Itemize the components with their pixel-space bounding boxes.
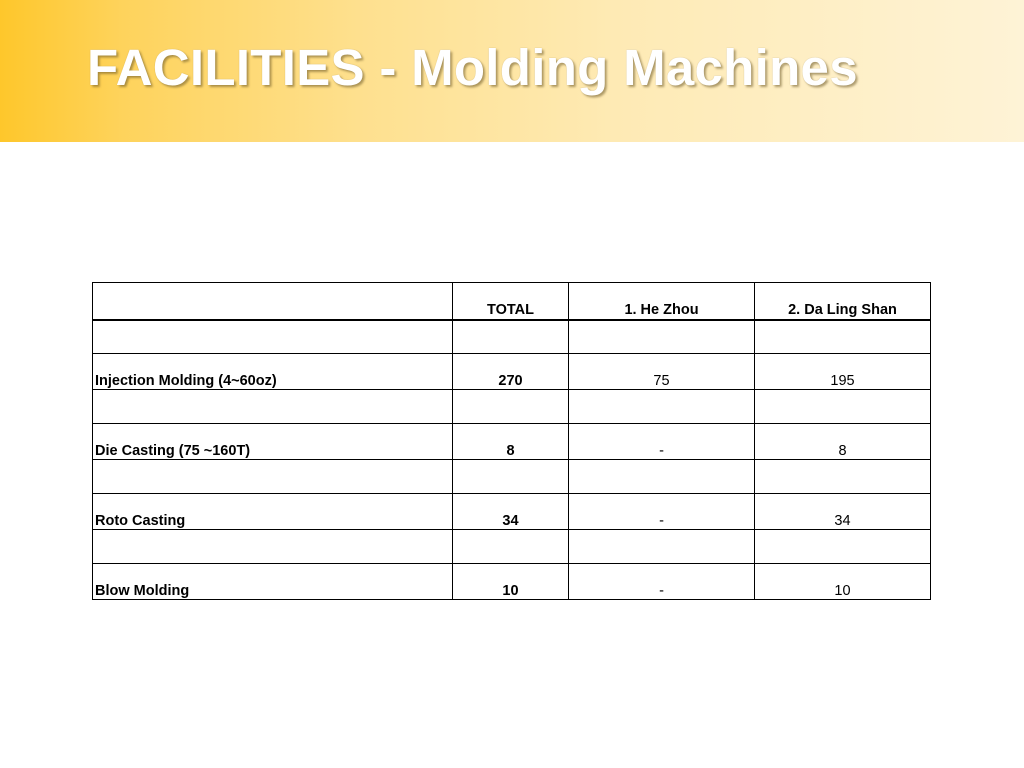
empty-cell (93, 320, 453, 354)
empty-cell (453, 460, 569, 494)
empty-cell (755, 320, 931, 354)
row-total: 10 (453, 564, 569, 600)
table-row (93, 354, 931, 390)
table-row (93, 494, 931, 530)
empty-cell (93, 390, 453, 424)
slide-title: FACILITIES - Molding Machines (87, 39, 858, 96)
row-da-ling-shan: 34 (755, 494, 931, 530)
row-total: 8 (453, 424, 569, 460)
row-label: Roto Casting (93, 494, 453, 530)
empty-cell (93, 530, 453, 564)
table-spacer-row (93, 530, 931, 564)
empty-cell (755, 460, 931, 494)
row-total: 34 (453, 494, 569, 530)
row-he-zhou: - (569, 564, 755, 600)
table-header-row (93, 283, 931, 320)
empty-cell (93, 460, 453, 494)
row-he-zhou: - (569, 494, 755, 530)
header-cell-da-ling-shan: 2. Da Ling Shan (755, 283, 931, 320)
row-label: Die Casting (75 ~160T) (93, 424, 453, 460)
header-cell-label (93, 283, 453, 320)
empty-cell (569, 390, 755, 424)
row-he-zhou: 75 (569, 354, 755, 390)
row-total: 270 (453, 354, 569, 390)
empty-cell (453, 390, 569, 424)
empty-cell (569, 460, 755, 494)
row-da-ling-shan: 10 (755, 564, 931, 600)
row-he-zhou: - (569, 424, 755, 460)
header-cell-total: TOTAL (453, 283, 569, 320)
table-row (93, 424, 931, 460)
table-spacer-row (93, 460, 931, 494)
empty-cell (755, 390, 931, 424)
facilities-table (92, 282, 931, 600)
empty-cell (755, 530, 931, 564)
table-spacer-row (93, 390, 931, 424)
row-label: Blow Molding (93, 564, 453, 600)
empty-cell (453, 530, 569, 564)
empty-cell (453, 320, 569, 354)
empty-cell (569, 320, 755, 354)
header-cell-he-zhou: 1. He Zhou (569, 283, 755, 320)
empty-cell (569, 530, 755, 564)
row-da-ling-shan: 8 (755, 424, 931, 460)
row-label: Injection Molding (4~60oz) (93, 354, 453, 390)
facilities-table-container (92, 282, 931, 600)
row-da-ling-shan: 195 (755, 354, 931, 390)
table-spacer-row (93, 320, 931, 354)
table-row (93, 564, 931, 600)
